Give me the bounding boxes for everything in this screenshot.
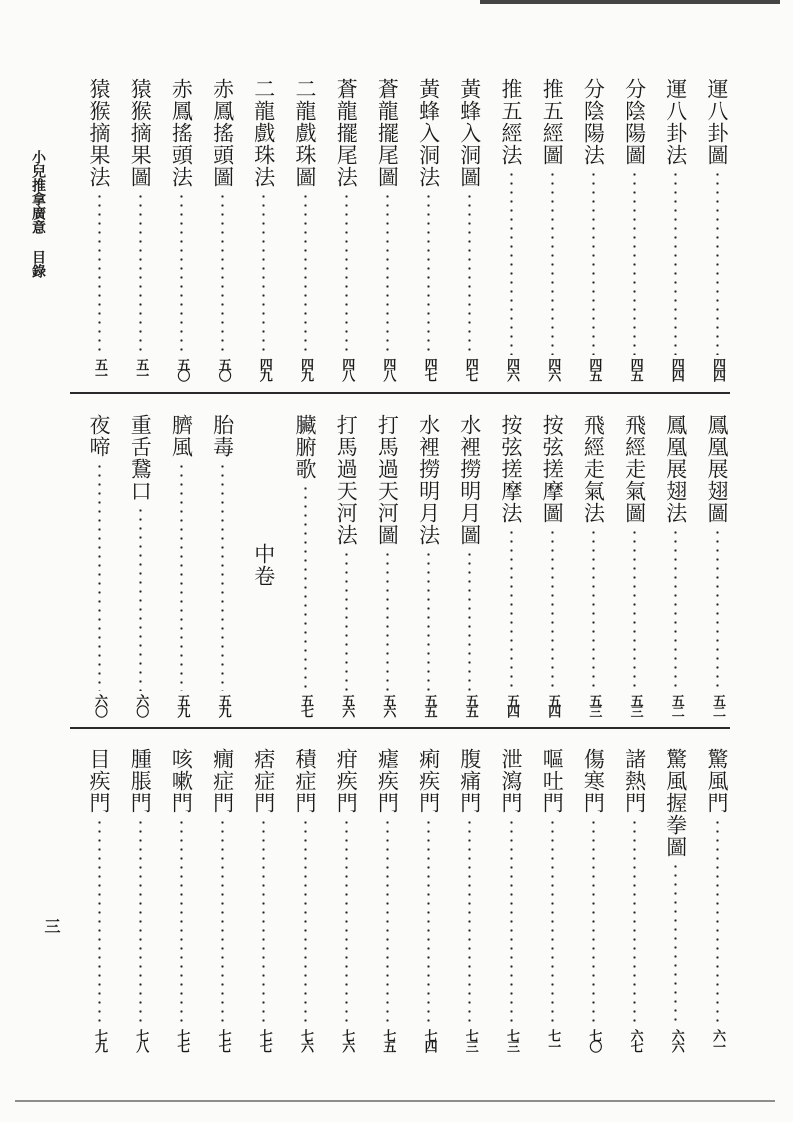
toc-entry-page-number: 四四: [668, 358, 684, 380]
page-number: 三: [42, 918, 61, 934]
toc-entry-title: 夜啼: [87, 414, 111, 458]
toc-entry-title: 猿猴摘果法: [87, 78, 111, 188]
toc-entry[interactable]: [539, 748, 565, 1051]
dot-leader: [716, 818, 719, 1026]
dot-leader: [592, 528, 595, 691]
toc-entry[interactable]: [663, 414, 689, 716]
toc-entry[interactable]: [333, 748, 359, 1051]
toc-entry-page-number: 七三: [504, 1029, 519, 1051]
dot-leader: [633, 528, 636, 691]
toc-entry[interactable]: [580, 748, 606, 1051]
toc-entry-page-number: 五四: [545, 694, 561, 716]
toc-entry-title: 積症門: [293, 748, 317, 814]
dot-leader: [427, 550, 430, 691]
toc-entry-title: 赤鳳搖頭圖: [210, 78, 235, 188]
toc-entry-title: 二龍戲珠法: [251, 78, 276, 188]
dot-leader: [262, 818, 265, 1026]
toc-entry-page-number: 四六: [504, 358, 519, 380]
dot-leader: [633, 170, 636, 355]
dot-leader: [510, 818, 513, 1026]
toc-entry-page-number: 七一: [545, 1029, 561, 1051]
toc-entry[interactable]: [374, 414, 400, 716]
dot-leader: [592, 818, 595, 1026]
toc-entry-title: 瘧疾門: [375, 748, 400, 814]
dot-leader: [386, 192, 389, 355]
toc-entry-title: 鳳凰展翅圖: [705, 414, 729, 524]
toc-entry-title: 疳疾門: [334, 748, 359, 814]
toc-entry[interactable]: [580, 78, 606, 380]
band-divider-bottom: [70, 727, 730, 729]
toc-entry[interactable]: [498, 78, 524, 380]
toc-entry[interactable]: [168, 414, 194, 716]
toc-entry-page-number: 六六: [668, 1029, 684, 1051]
scan-edge-bottom: [15, 1100, 775, 1102]
toc-entry-page-number: 四五: [627, 358, 643, 380]
toc-entry[interactable]: [292, 748, 318, 1051]
toc-entry-page-number: 五二: [710, 694, 725, 716]
toc-entry-title: 水裡撈明月法: [416, 414, 441, 546]
toc-entry[interactable]: [622, 78, 648, 380]
dot-leader: [98, 192, 101, 355]
dot-leader: [510, 170, 513, 355]
toc-entry-page-number: 四六: [545, 358, 561, 380]
band-divider-top: [70, 392, 730, 394]
dot-leader: [221, 462, 224, 691]
toc-entry[interactable]: [86, 748, 112, 1051]
toc-entry-title: 二龍戲珠圖: [293, 78, 317, 188]
toc-entry-page-number: 七〇: [586, 1029, 602, 1051]
toc-entry-title: 打馬過天河法: [334, 414, 359, 546]
toc-entry-title: 猿猴摘果圖: [128, 78, 153, 188]
toc-entry-title: 癇症門: [210, 748, 235, 814]
toc-entry[interactable]: [127, 414, 153, 716]
toc-entry[interactable]: [416, 78, 442, 380]
toc-entry-page-number: 五〇: [215, 358, 231, 380]
toc-entry[interactable]: [251, 748, 277, 1051]
toc-entry-title: 運八卦法: [663, 78, 688, 166]
toc-entry-page-number: 七六: [298, 1029, 313, 1051]
toc-entry[interactable]: [704, 414, 730, 716]
toc-entry[interactable]: [498, 414, 524, 716]
dot-leader: [221, 818, 224, 1026]
toc-entry-page-number: 六七: [627, 1029, 643, 1051]
toc-entry[interactable]: [333, 78, 359, 380]
toc-entry-page-number: 七三: [462, 1029, 478, 1051]
toc-entry-page-number: 七四: [421, 1029, 437, 1051]
dot-leader: [551, 528, 554, 691]
dot-leader: [180, 462, 183, 691]
toc-entry-page-number: 五二: [668, 694, 684, 716]
toc-entry[interactable]: [416, 414, 442, 716]
toc-entry-page-number: 五五: [421, 694, 437, 716]
toc-entry-page-number: 五九: [215, 694, 231, 716]
dot-leader: [386, 550, 389, 691]
toc-entry-title: 胎毒: [210, 414, 235, 458]
toc-entry[interactable]: [539, 78, 565, 380]
toc-entry[interactable]: [210, 748, 236, 1051]
toc-entry-title: 水裡撈明月圖: [457, 414, 482, 546]
toc-entry-title: 按弦搓摩法: [499, 414, 523, 524]
dot-leader: [716, 528, 719, 691]
toc-entry-page-number: 六一: [710, 1029, 725, 1051]
toc-entry-title: 驚風握拳圖: [663, 748, 688, 858]
dot-leader: [468, 818, 471, 1026]
toc-entry-title: 臟腑歌: [293, 414, 317, 480]
dot-leader: [716, 170, 719, 355]
toc-entry-page-number: 五六: [339, 694, 355, 716]
toc-entry-page-number: 四五: [586, 358, 602, 380]
toc-entry-title: 腹痛門: [457, 748, 482, 814]
toc-entry-title: 傷寒門: [581, 748, 606, 814]
toc-entry-page-number: 七七: [174, 1029, 190, 1051]
toc-entry-page-number: 四七: [421, 358, 437, 380]
dot-leader: [551, 818, 554, 1026]
running-head-book-title: 小兒推拿廣意: [30, 150, 46, 234]
toc-entry-title: 痢疾門: [416, 748, 441, 814]
toc-entry-page-number: 五一: [92, 358, 107, 380]
dot-leader: [592, 170, 595, 355]
toc-entry-page-number: 六〇: [92, 694, 107, 716]
toc-entry-title: 運八卦圖: [705, 78, 729, 166]
toc-entry-title: 分陰陽圖: [622, 78, 647, 166]
toc-entry-title: 泄瀉門: [499, 748, 523, 814]
toc-entry-title: 打馬過天河圖: [375, 414, 400, 546]
dot-leader: [674, 528, 677, 691]
toc-band-bottom: [70, 748, 730, 1051]
toc-entry-page-number: 五四: [504, 694, 519, 716]
toc-entry-page-number: 五五: [462, 694, 478, 716]
toc-entry[interactable]: [292, 414, 318, 716]
toc-entry-title: 黃蜂入洞圖: [457, 78, 482, 188]
toc-entry[interactable]: [457, 414, 483, 716]
toc-entry-page-number: 五三: [627, 694, 643, 716]
dot-leader: [180, 818, 183, 1026]
dot-leader: [633, 818, 636, 1026]
toc-entry-title: 咳嗽門: [169, 748, 194, 814]
toc-entry-title: 黃蜂入洞法: [416, 78, 441, 188]
dot-leader: [468, 192, 471, 355]
section-heading-label: 中卷: [251, 543, 276, 587]
toc-entry-page-number: 五〇: [174, 358, 190, 380]
toc-entry[interactable]: [457, 78, 483, 380]
toc-entry-page-number: 五七: [298, 694, 313, 716]
toc-band-top: [70, 78, 730, 380]
dot-leader: [180, 192, 183, 355]
toc-entry[interactable]: [374, 78, 400, 380]
toc-entry[interactable]: [168, 78, 194, 380]
toc-entry-page-number: 五三: [586, 694, 602, 716]
toc-entry-title: 嘔吐門: [540, 748, 565, 814]
toc-entry[interactable]: [663, 78, 689, 380]
scan-edge-top: [480, 0, 780, 4]
toc-entry[interactable]: [374, 748, 400, 1051]
toc-entry[interactable]: [127, 748, 153, 1051]
toc-entry[interactable]: [498, 748, 524, 1051]
dot-leader: [98, 462, 101, 691]
toc-entry-page-number: 四九: [298, 358, 313, 380]
dot-leader: [674, 862, 677, 1026]
toc-entry[interactable]: [580, 414, 606, 716]
toc-entry-title: 目疾門: [87, 748, 111, 814]
toc-entry-title: 飛經走氣法: [581, 414, 606, 524]
toc-entry[interactable]: [210, 78, 236, 380]
toc-band-middle: [70, 414, 730, 716]
dot-leader: [345, 818, 348, 1026]
toc-entry-page-number: 七八: [133, 1029, 149, 1051]
dot-leader: [262, 192, 265, 355]
toc-entry[interactable]: [539, 414, 565, 716]
dot-leader: [139, 192, 142, 355]
toc-entry-title: 痞症門: [251, 748, 276, 814]
toc-entry[interactable]: [210, 414, 236, 716]
toc-entry-title: 蒼龍擺尾圖: [375, 78, 400, 188]
toc-entry[interactable]: [292, 78, 318, 380]
toc-entry-page-number: 四九: [256, 358, 272, 380]
toc-entry[interactable]: [704, 748, 730, 1051]
toc-entry-title: 赤鳳搖頭法: [169, 78, 194, 188]
dot-leader: [304, 818, 307, 1026]
dot-leader: [427, 818, 430, 1026]
dot-leader: [468, 550, 471, 691]
dot-leader: [386, 818, 389, 1026]
dot-leader: [427, 192, 430, 355]
toc-entry-page-number: 五九: [174, 694, 190, 716]
toc-entry[interactable]: [251, 78, 277, 380]
toc-entry-title: 驚風門: [705, 748, 729, 814]
toc-entry-page-number: 七七: [256, 1029, 272, 1051]
dot-leader: [345, 192, 348, 355]
toc-entry[interactable]: [704, 78, 730, 380]
toc-entry[interactable]: [457, 748, 483, 1051]
dot-leader: [674, 170, 677, 355]
toc-section-heading: [251, 414, 277, 716]
toc-entry-title: 飛經走氣圖: [622, 414, 647, 524]
toc-entry-page-number: 五一: [133, 358, 149, 380]
toc-entry[interactable]: [86, 414, 112, 716]
toc-entry-title: 分陰陽法: [581, 78, 606, 166]
toc-entry[interactable]: [622, 748, 648, 1051]
toc-entry[interactable]: [333, 414, 359, 716]
toc-entry[interactable]: [127, 78, 153, 380]
toc-entry-title: 推五經圖: [540, 78, 565, 166]
toc-entry[interactable]: [86, 78, 112, 380]
dot-leader: [139, 506, 142, 691]
dot-leader: [304, 484, 307, 691]
dot-leader: [510, 528, 513, 691]
dot-leader: [98, 818, 101, 1026]
toc-entry-title: 臍風: [169, 414, 194, 458]
toc-entry[interactable]: [622, 414, 648, 716]
toc-entry-title: 蒼龍擺尾法: [334, 78, 359, 188]
toc-entry-page-number: 七五: [380, 1029, 396, 1051]
toc-entry-page-number: 四七: [462, 358, 478, 380]
toc-entry-page-number: 六〇: [133, 694, 149, 716]
toc-entry-page-number: 四四: [710, 358, 725, 380]
toc-entry[interactable]: [663, 748, 689, 1051]
dot-leader: [139, 818, 142, 1026]
toc-entry-page-number: 四八: [380, 358, 396, 380]
toc-entry-title: 腫脹門: [128, 748, 153, 814]
dot-leader: [304, 192, 307, 355]
dot-leader: [221, 192, 224, 355]
toc-entry-page-number: 四八: [339, 358, 355, 380]
toc-entry[interactable]: [168, 748, 194, 1051]
toc-entry-title: 諸熱門: [622, 748, 647, 814]
toc-entry-title: 按弦搓摩圖: [540, 414, 565, 524]
toc-entry-page-number: 七七: [215, 1029, 231, 1051]
running-head: [30, 150, 46, 278]
dot-leader: [345, 550, 348, 691]
toc-entry-title: 鳳凰展翅法: [663, 414, 688, 524]
toc-entry-page-number: 七九: [92, 1029, 107, 1051]
toc-entry-title: 推五經法: [499, 78, 523, 166]
toc-entry-page-number: 五六: [380, 694, 396, 716]
dot-leader: [551, 170, 554, 355]
running-head-section: 目錄: [30, 250, 46, 278]
toc-entry[interactable]: [416, 748, 442, 1051]
toc-entry-title: 重舌鵞口: [128, 414, 153, 502]
toc-entry-page-number: 七六: [339, 1029, 355, 1051]
